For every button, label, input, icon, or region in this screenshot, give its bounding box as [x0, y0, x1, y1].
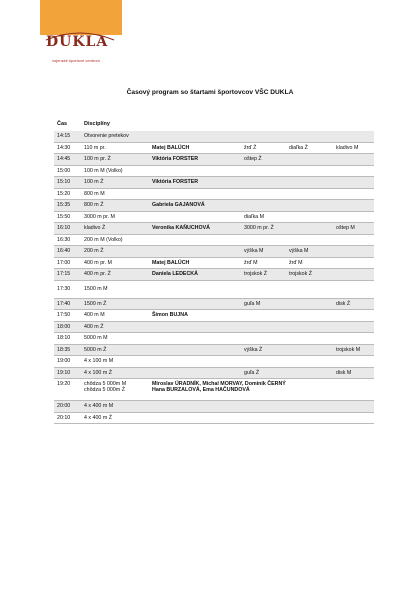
- row-time: 18:00: [57, 323, 71, 330]
- row-event-3: disk Ž: [336, 300, 351, 307]
- row-event-3: trojskok M: [336, 346, 361, 353]
- table-header: [54, 121, 374, 131]
- table-row: [54, 223, 374, 235]
- row-discipline: 100 m pr. Ž: [84, 156, 111, 162]
- header-discipline: Disciplíny: [84, 121, 110, 127]
- row-time: 19:10: [57, 369, 71, 376]
- table-row: [54, 212, 374, 224]
- row-event-2: diaľka Ž: [289, 144, 308, 151]
- row-discipline: 400 m pr. Ž: [84, 271, 111, 277]
- row-time: 15:35: [57, 202, 71, 208]
- table-row: [54, 189, 374, 201]
- table-row: [54, 143, 374, 155]
- row-event-1: oštep Ž: [244, 156, 262, 162]
- row-discipline: 800 m Ž: [84, 202, 104, 208]
- table-row: [54, 379, 374, 401]
- table-row: [54, 269, 374, 281]
- row-discipline: 200 m Ž: [84, 248, 104, 254]
- row-event-2: trojskok Ž: [289, 271, 312, 277]
- table-row: [54, 356, 374, 368]
- row-event-1: guľa Ž: [244, 369, 260, 376]
- row-time: 14:45: [57, 156, 71, 162]
- row-discipline: 4 x 400 m Ž: [84, 414, 112, 421]
- row-discipline: 200 m M (Volko): [84, 236, 123, 243]
- row-time: 15:50: [57, 213, 71, 220]
- table-body: [54, 131, 374, 424]
- row-athlete: Viktória FORSTER: [152, 156, 199, 162]
- table-row: [54, 345, 374, 357]
- row-event-3: disk M: [336, 369, 352, 376]
- row-time: 19:00: [57, 358, 71, 364]
- row-discipline: 5000 m Ž: [84, 346, 107, 353]
- table-row: [54, 281, 374, 299]
- row-time: 15:00: [57, 167, 71, 174]
- row-event-1: výška M: [244, 248, 264, 254]
- row-time: 18:35: [57, 346, 71, 353]
- row-discipline: Otvorenie pretekov: [84, 133, 129, 139]
- row-athlete: Matej BALÚCH: [152, 259, 190, 266]
- schedule-table: [54, 121, 374, 424]
- row-time: 14:30: [57, 144, 71, 151]
- row-athlete: Šimon BUJNA: [152, 312, 188, 318]
- row-time: 17:40: [57, 300, 71, 307]
- row-athlete: Matej BALÚCH: [152, 144, 190, 151]
- row-discipline: 800 m M: [84, 190, 105, 197]
- table-row: [54, 310, 374, 322]
- row-discipline: 4 x 100 m Ž: [84, 369, 112, 376]
- table-row: [54, 413, 374, 425]
- row-discipline: 1500 m M: [84, 285, 108, 292]
- table-row: [54, 166, 374, 178]
- row-time: 20:10: [57, 414, 71, 421]
- row-discipline: 4 x 400 m M: [84, 403, 114, 409]
- row-discipline: 400 m M: [84, 312, 105, 318]
- row-time: 16:10: [57, 225, 71, 231]
- row-event-1: diaľka M: [244, 213, 265, 220]
- table-row: [54, 322, 374, 334]
- row-athlete: Daniela LEDECKÁ: [152, 271, 198, 277]
- table-row: [54, 200, 374, 212]
- row-event-3: kladivo M: [336, 144, 359, 151]
- header-time: Čas: [57, 121, 68, 127]
- logo-tagline: vojenské športové centrum: [52, 58, 100, 63]
- row-athlete: Viktória FORSTER: [152, 179, 199, 185]
- row-discipline: 400 m Ž: [84, 323, 104, 330]
- table-row: [54, 246, 374, 258]
- row-discipline: 1500 m Ž: [84, 300, 107, 307]
- row-event-1: žrď Ž: [244, 144, 257, 151]
- row-discipline: 110 m pr.: [84, 144, 106, 151]
- row-time: 19:20: [57, 380, 71, 387]
- page-title: Časový program so štartami športovcov VŠC DUKLA: [126, 89, 294, 96]
- logo-word: DUKLA: [46, 34, 109, 50]
- row-discipline: 3000 m pr. M: [84, 213, 115, 220]
- row-time: 15:10: [57, 179, 71, 185]
- table-row: [54, 131, 374, 143]
- row-time: 15:20: [57, 190, 71, 197]
- row-time: 14:15: [57, 133, 71, 139]
- table-row: [54, 177, 374, 189]
- row-time: 17:00: [57, 259, 71, 266]
- row-event-3: oštep M: [336, 225, 355, 231]
- row-discipline: 5000 m M: [84, 335, 108, 341]
- row-event-1: trojskok Ž: [244, 271, 267, 277]
- table-row: [54, 235, 374, 247]
- row-event-1: guľa M: [244, 300, 261, 307]
- row-time: 16:30: [57, 236, 71, 243]
- row-time: 18:10: [57, 335, 71, 341]
- row-time: 17:30: [57, 285, 71, 292]
- row-time: 17:50: [57, 312, 71, 318]
- row-discipline: kladivo Ž: [84, 225, 106, 231]
- row-event-2: žrď M: [289, 259, 303, 266]
- table-row: [54, 258, 374, 270]
- row-discipline: 100 m M (Volko): [84, 167, 123, 174]
- row-athlete: Veronika KAŇUCHOVÁ: [152, 225, 210, 231]
- row-athlete: Gabriela GAJANOVÁ: [152, 202, 205, 208]
- table-row: [54, 333, 374, 345]
- row-discipline: 100 m Ž: [84, 179, 104, 185]
- table-row: [54, 299, 374, 311]
- table-row: [54, 154, 374, 166]
- row-event-1: výška Ž: [244, 346, 263, 353]
- row-athlete: Miroslav ÚRADNÍK, Michal MORVAY, Dominik ČERNÝ Hana BURZALOVÁ, Ema HAČUNDOVÁ: [152, 380, 286, 393]
- table-row: [54, 368, 374, 380]
- row-discipline: 400 m pr. M: [84, 259, 112, 266]
- row-discipline: 4 x 100 m M: [84, 358, 114, 364]
- row-time: 16:40: [57, 248, 71, 254]
- row-event-1: 3000 m pr. Ž: [244, 225, 274, 231]
- table-row: [54, 401, 374, 413]
- row-event-1: žrď M: [244, 259, 258, 266]
- row-discipline: chôdza 5 000m M chôdza 5 000m Ž: [84, 380, 127, 393]
- row-event-2: výška M: [289, 248, 309, 254]
- row-time: 20:00: [57, 403, 71, 409]
- row-time: 17:15: [57, 271, 71, 277]
